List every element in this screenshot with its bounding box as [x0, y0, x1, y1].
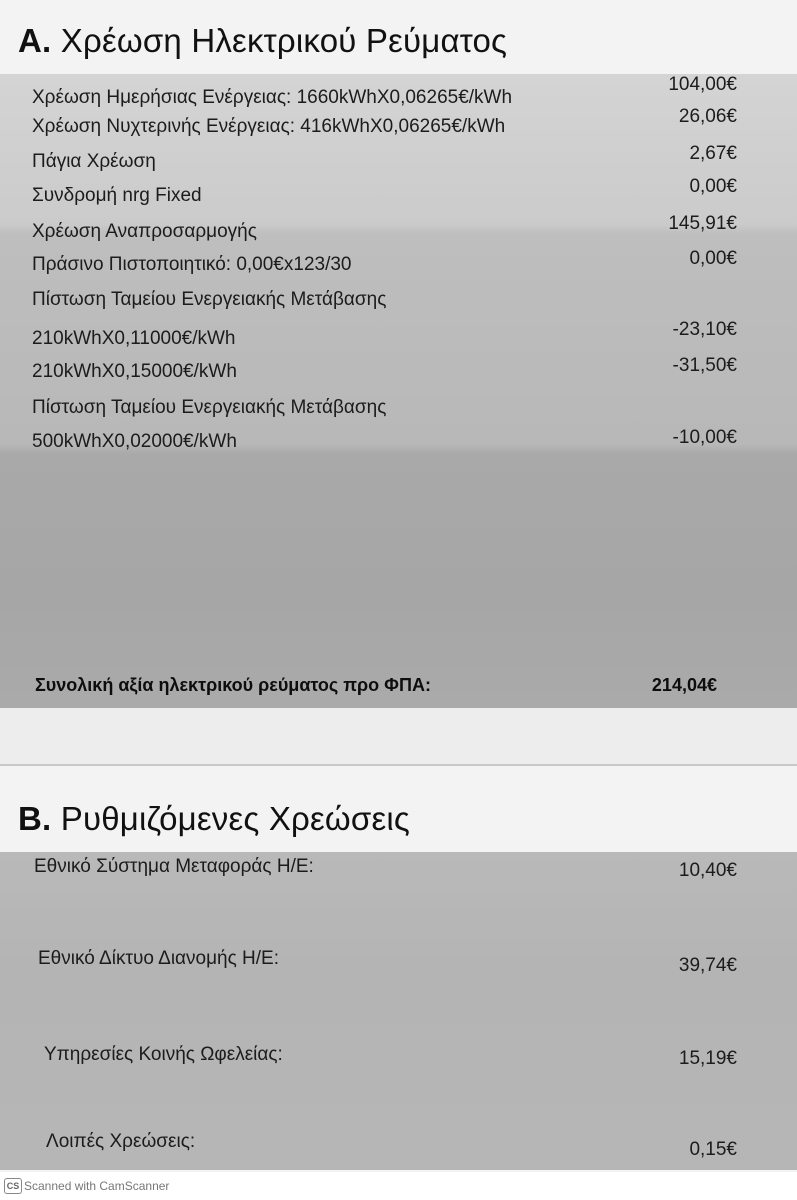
row-a-2-value: 2,67€	[689, 143, 737, 164]
section-b-title-text: Ρυθμιζόμενες Χρεώσεις	[60, 800, 411, 837]
row-a-8-label: 210kWhX0,15000€/kWh	[32, 361, 237, 382]
row-a-3-value: 0,00€	[689, 176, 737, 197]
row-a-5-label: Πράσινο Πιστοποιητικό: 0,00€x123/30	[32, 254, 352, 275]
row-a-7-label: 210kWhX0,11000€/kWh	[32, 328, 236, 349]
row-b-0-value: 10,40€	[678, 860, 737, 881]
section-b-title	[18, 800, 410, 838]
section-b-panel	[0, 852, 797, 1170]
row-a-4-label: Χρέωση Αναπροσαρμογής	[32, 221, 257, 242]
section-a-title	[18, 22, 507, 60]
camscanner-icon: CS	[4, 1178, 22, 1194]
row-b-3-label: Λοιπές Χρεώσεις:	[46, 1131, 196, 1152]
row-a-1-label: Χρέωση Νυχτερινής Ενέργειας: 416kWhX0,06265€/kWh	[32, 116, 506, 137]
row-a-8-value: -31,50€	[672, 355, 737, 376]
total-label: Συνολική αξία ηλεκτρικού ρεύματος προ ΦΠΑ:	[35, 675, 431, 695]
section-divider-band	[0, 708, 797, 766]
row-a-10-value: -10,00€	[672, 427, 737, 448]
row-a-6-label: Πίστωση Ταμείου Ενεργειακής Μετάβασης	[32, 289, 387, 310]
scanner-footer-text: Scanned with CamScanner	[24, 1179, 170, 1193]
scanner-footer	[0, 1172, 797, 1200]
row-a-7-value: -23,10€	[672, 319, 737, 340]
row-a-10-label: 500kWhX0,02000€/kWh	[32, 431, 237, 452]
row-a-0-value: 104,00€	[668, 74, 737, 95]
row-a-5-value: 0,00€	[689, 248, 737, 269]
section-b-letter: B.	[18, 800, 52, 837]
row-a-3-label: Συνδρομή nrg Fixed	[32, 185, 202, 206]
row-b-3-value: 0,15€	[689, 1139, 737, 1160]
row-b-2-label: Υπηρεσίες Κοινής Ωφελείας:	[44, 1044, 283, 1065]
row-a-0-label: Χρέωση Ημερήσιας Ενέργειας: 1660kWhX0,06265€/kWh	[32, 87, 513, 108]
row-b-1-value: 39,74€	[678, 955, 737, 976]
row-a-2-label: Πάγια Χρέωση	[32, 151, 156, 172]
row-b-2-value: 15,19€	[678, 1048, 737, 1069]
row-a-1-value: 26,06€	[678, 106, 737, 127]
section-a-title-text: Χρέωση Ηλεκτρικού Ρεύματος	[60, 22, 508, 59]
row-b-1-label: Εθνικό Δίκτυο Διανομής Η/Ε:	[38, 948, 279, 969]
section-a-letter: A.	[18, 22, 52, 59]
row-a-4-value: 145,91€	[668, 213, 737, 234]
row-a-9-label: Πίστωση Ταμείου Ενεργειακής Μετάβασης	[32, 397, 387, 418]
row-b-0-label: Εθνικό Σύστημα Μεταφοράς Η/Ε:	[34, 856, 314, 877]
section-divider-line	[0, 764, 797, 766]
section-a-panel	[0, 74, 797, 708]
total-value: 214,04€	[651, 675, 717, 695]
